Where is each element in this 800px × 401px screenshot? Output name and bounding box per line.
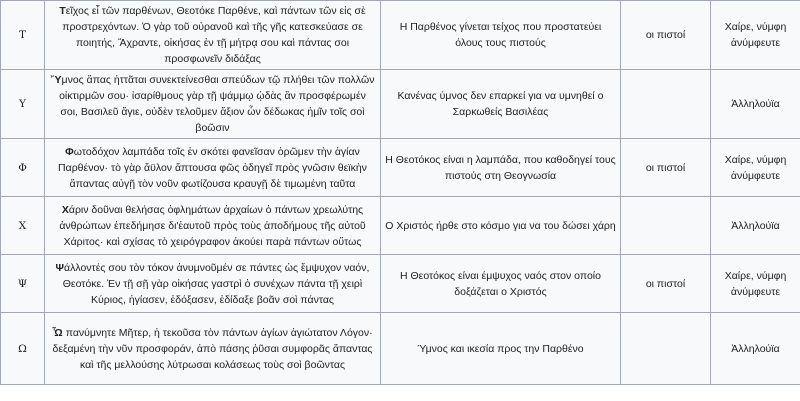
table-row bbox=[1, 313, 800, 385]
speaker-cell bbox=[621, 197, 711, 255]
modern-summary-cell: Ο Χριστός ήρθε στο κόσμο για να του δώσει χάρη bbox=[381, 197, 621, 255]
greek-text-cell bbox=[45, 1, 381, 70]
greek-text: άριν δοῦναι θελήσας ὀφλημάτων ἀρχαίων ὁ πάντων χρεωλύτης ἀνθρώπων ἐπεδήμησε δι'ἑαυτοῦ πρὸς τοὺς ἀποδήμους τῆς αὐτοῦ Χάριτος· καὶ σχίσας τὸ χειρόγραφον ἀκούει παρὰ πάντων οὕτως bbox=[59, 203, 366, 248]
initial-letter: Τ bbox=[59, 5, 66, 17]
refrain-cell: Ἀλληλούϊα bbox=[711, 197, 800, 255]
modern-summary-cell: Η Παρθένος γίνεται τείχος που προστατεύει όλους τους πιστούς bbox=[381, 1, 621, 70]
refrain-cell: Χαίρε, νύμφη ἀνύμφευτε bbox=[711, 255, 800, 313]
greek-text-cell bbox=[45, 70, 381, 139]
table-row bbox=[1, 139, 800, 197]
letter-cell: Ω bbox=[1, 313, 45, 385]
modern-summary-cell: Η Θεοτόκος είναι έμψυχος ναός στον οποίο δοξάζεται ο Χριστός bbox=[381, 255, 621, 313]
refrain-cell: Χαίρε, νύμφη ἀνύμφευτε bbox=[711, 139, 800, 197]
table-row bbox=[1, 255, 800, 313]
speaker-cell: οι πιστοί bbox=[621, 255, 711, 313]
greek-text: ωτοδόχον λαμπάδα τοῖς ἐν σκότει φανεῖσαν ὁρῶμεν τὴν ἁγίαν Παρθένον· τὸ γὰρ ἄϋλον ἅπτουσα φῶς ὁδηγεῖ πρὸς γνῶσιν θεϊκὴν ἅπαντας αὐγῇ τὸν νοῦν φωτίζουσα κραυγῇ δὲ τιμωμένη ταῦτα bbox=[58, 145, 367, 190]
refrain-cell: Ἀλληλούϊα bbox=[711, 70, 800, 139]
greek-text: μνος ἅπας ἡττᾶται συνεκτείνεσθαι σπεύδων τῷ πλήθει τῶν πολλῶν οἰκτιρμῶν σου· ἰσαρίθμους γὰρ τῇ ψάμμῳ ᾠδὰς ἂν προσφέρωμέν σοι, Βασιλεῦ ἅγιε, οὐδὲν τελοῦμεν ἄξιον ὧν δέδωκας ἡμῖν τοῖς σοὶ βοῶσιν bbox=[59, 74, 375, 134]
letter-cell: Ψ bbox=[1, 255, 45, 313]
refrain-cell: Χαίρε, νύμφη ἀνύμφευτε bbox=[711, 1, 800, 70]
letter-cell: Χ bbox=[1, 197, 45, 255]
greek-text: άλλοντές σου τὸν τόκον ἀνυμνοῦμέν σε πάντες ὡς ἔμψυχον ναόν, Θεοτόκε. Ἐν τῇ σῇ γὰρ οἰκήσας γαστρὶ ὁ συνέχων πάντα τῇ χειρὶ Κύριος, ἡγίασεν, ἐδόξασεν, ἐδίδαξε βοᾶν σοὶ πάντας bbox=[62, 261, 370, 306]
initial-letter: Ὕ bbox=[50, 74, 62, 86]
modern-summary-cell: Ύμνος και ικεσία προς την Παρθένο bbox=[381, 313, 621, 385]
greek-text-cell bbox=[45, 197, 381, 255]
letter-cell: Τ bbox=[1, 1, 45, 70]
modern-summary-cell: Η Θεοτόκος είναι η λαμπάδα, που καθοδηγεί τους πιστούς στη Θεογνωσία bbox=[381, 139, 621, 197]
greek-text: εῖχος εἶ τῶν παρθένων, Θεοτόκε Παρθένε, καὶ πάντων τῶν εἰς σὲ προστρεχόντων. Ὁ γὰρ τοῦ οὐρανοῦ καὶ τῆς γῆς κατεσκεύασε σε ποιητής, Ἄχραντε, οἰκήσας ἐν τῇ μήτρᾳ σου καὶ πάντας σοι προσφωνεῖν διδάξας bbox=[62, 5, 366, 65]
speaker-cell bbox=[621, 313, 711, 385]
letter-cell: Φ bbox=[1, 139, 45, 197]
greek-text-cell bbox=[45, 255, 381, 313]
greek-text-cell bbox=[45, 313, 381, 385]
refrain-cell: Ἀλληλούϊα bbox=[711, 313, 800, 385]
initial-letter: Χ bbox=[61, 203, 69, 216]
speaker-cell: οι πιστοί bbox=[621, 1, 711, 70]
table-row bbox=[1, 70, 800, 139]
table-row bbox=[1, 197, 800, 255]
initial-letter: Φ bbox=[65, 145, 74, 158]
greek-text: πανύμνητε Μῆτερ, ἡ τεκοῦσα τὸν πάντων ἁγίων ἁγιώτατον Λόγον· δεξαμένη τὴν νῦν προσφοράν, ἀπὸ πάσης ῥῦσαι συμφορᾶς ἅπαντας καὶ τῆς μελλούσης λύτρωσαι κολάσεως τοὺς σοὶ βοῶντας bbox=[52, 326, 373, 371]
modern-summary-cell: Κανένας ύμνος δεν επαρκεί για να υμνηθεί ο Σαρκωθείς Βασιλέας bbox=[381, 70, 621, 139]
letter-cell: Υ bbox=[1, 70, 45, 139]
speaker-cell: οι πιστοί bbox=[621, 139, 711, 197]
initial-letter: Ψ bbox=[55, 261, 65, 274]
greek-text-cell bbox=[45, 139, 381, 197]
speaker-cell bbox=[621, 70, 711, 139]
initial-letter: Ὦ bbox=[52, 326, 63, 339]
table-row bbox=[1, 1, 800, 70]
